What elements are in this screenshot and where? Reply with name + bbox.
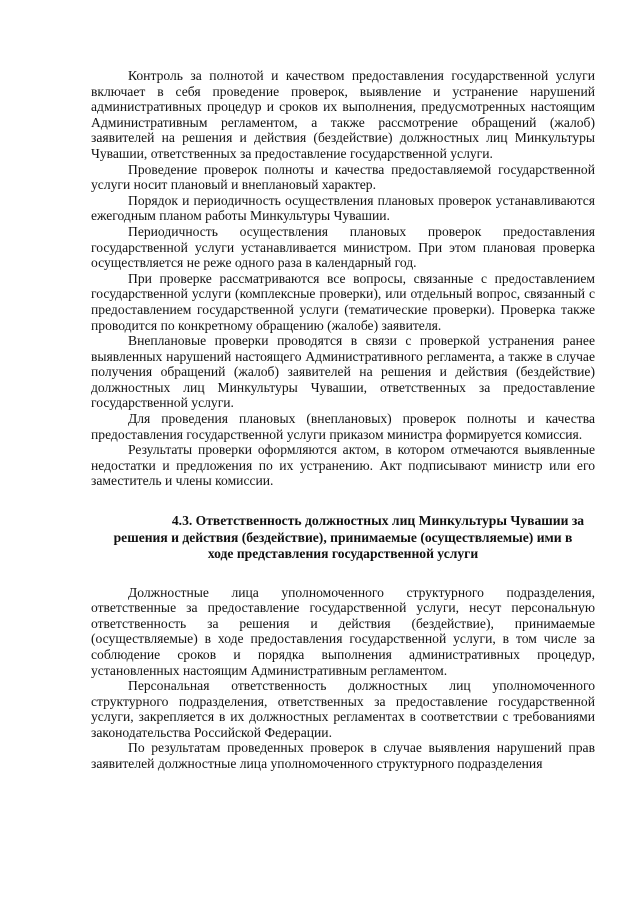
paragraph-job-regulations: Персональная ответственность должностных лиц уполномоченного структурного подразделения, ответственных за предоставление государственной услуги, закрепляется в их должностных регламентах в соответствии с требованиями законодательства Российской Федерации. [91,678,595,740]
paragraph-inspection-schedule: Порядок и периодичность осуществления плановых проверок устанавливаются ежегодным планом работы Минкультуры Чувашии. [91,192,595,224]
paragraph-unscheduled-inspections: Внеплановые проверки проводятся в связи с проверкой устранения ранее выявленных нарушений настоящего Административного регламента, а также в случае получения обращений (жалоб) заявителей на решения и действия (бездействие) должностных лиц Минкультуры Чувашии, ответственных за предоставление государственной услуги. [91,333,595,411]
document-page [91,68,595,772]
paragraph-violations: По результатам проведенных проверок в случае выявления нарушений прав заявителей должностные лица уполномоченного структурного подразделения [91,740,595,772]
paragraph-inspection-results: Результаты проверки оформляются актом, в котором отмечаются выявленные недостатки и предложения по их устранению. Акт подписывают министр или его заместитель и члены комиссии. [91,442,595,489]
paragraph-inspection-frequency: Периодичность осуществления плановых проверок предоставления государственной услуги устанавливается министром. При этом плановая проверка осуществляется не реже одного раза в календарный год. [91,223,595,271]
paragraph-commission: Для проведения плановых (внеплановых) проверок полноты и качества предоставления государственной услуги приказом министра формируется комиссия. [91,411,595,442]
paragraph-inspection-types: Проведение проверок полноты и качества предоставляемой государственной услуги носит плановый и внеплановый характер. [91,161,595,193]
paragraph-personal-responsibility: Должностные лица уполномоченного структурного подразделения, ответственные за предоставление государственной услуги, несут персональную ответственность за решения и действия (бездействие), принимаемые (осуществляемые) в ходе предоставления государственной услуги, в том числе за соблюдение сроков и порядка выполнения административных процедур, установленных настоящим Административным регламентом. [91,584,595,678]
paragraph-control-scope: Контроль за полнотой и качеством предоставления государственной услуги включает в себя проведение проверок, выявление и устранение нарушений административных процедур и сроков их выполнения, предусмотренных настоящим Административным регламентом, а также рассмотрение обращений (жалоб) заявителей на решения и действия (бездействие) должностных лиц Минкультуры Чувашии, ответственных за предоставление государственной услуги. [91,68,595,161]
section-heading-line-2: решения и действия (бездействие), принимаемые (осуществляемые) ими в [113,529,573,545]
section-heading-line-1: 4.3. Ответственность должностных лиц Минкультуры Чувашии за [171,513,585,529]
section-heading-line-3: ходе представления государственной услуги [207,546,479,562]
section-heading [91,513,595,563]
paragraph-inspection-questions: При проверке рассматриваются все вопросы, связанные с предоставлением государственной услуги (комплексные проверки), или отдельный вопрос, связанный с предоставлением государственной услуги (тематические проверки). Проверка также проводится по конкретному обращению (жалобе) заявителя. [91,270,595,333]
